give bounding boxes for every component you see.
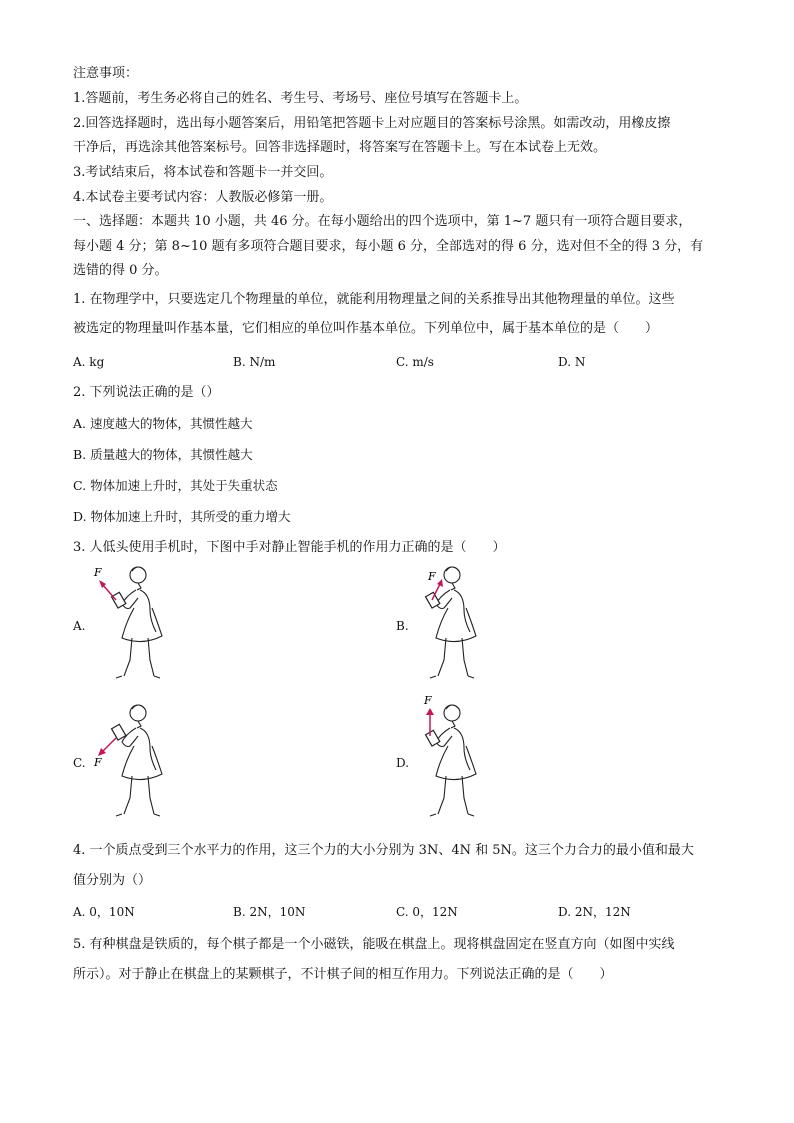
q2-stem: 2. 下列说法正确的是（） bbox=[73, 385, 220, 400]
q1-stem-line-1: 1. 在物理学中，只要选定几个物理量的单位，就能利用物理量之间的关系推导出其他物理量的单位。这些 bbox=[73, 292, 675, 307]
q4-option-a[interactable]: A. 0，10N bbox=[73, 905, 135, 919]
q3-option-d-label[interactable]: D. bbox=[396, 756, 410, 770]
q1-stem-line-2: 被选定的物理量叫作基本量，它们相应的单位叫作基本单位。下列单位中，属于基本单位的是（ ） bbox=[73, 321, 659, 336]
woman-figure bbox=[116, 567, 162, 678]
notice-title: 注意事项： bbox=[73, 66, 139, 81]
q4-stem-line-1: 4. 一个质点受到三个水平力的作用，这三个力的大小分别为 3N、4N 和 5N。这三个力合力的最小值和最大 bbox=[73, 843, 694, 858]
q2-option-d[interactable]: D. 物体加速上升时，其所受的重力增大 bbox=[73, 509, 291, 524]
force-label: F bbox=[424, 694, 432, 707]
notice-item-1: 1.答题前，考生务必将自己的姓名、考生号、考场号、座位号填写在答题卡上。 bbox=[73, 91, 528, 106]
force-arrow bbox=[102, 584, 116, 600]
notice-item-4: 4.本试卷主要考试内容：人教版必修第一册。 bbox=[73, 190, 333, 205]
notice-item-2: 2.回答选择题时，选出每小题答案后，用铅笔把答题卡上对应题目的答案标号涂黑。如需改动，用橡皮擦 bbox=[73, 116, 671, 131]
section-heading-line-2: 每小题 4 分；第 8~10 题有多项符合题目要求，每小题 6 分，全部选对的得 6 分，选对但不全的得 3 分，有 bbox=[73, 239, 704, 254]
q1-option-b[interactable]: B. N/m bbox=[233, 355, 276, 369]
woman-figure bbox=[430, 705, 476, 816]
q4-option-b[interactable]: B. 2N，10N bbox=[233, 905, 306, 919]
q3-option-c-label[interactable]: C. bbox=[73, 756, 86, 770]
q3-figure-a[interactable] bbox=[88, 562, 178, 688]
q3-figure-d[interactable] bbox=[402, 692, 492, 826]
woman-figure bbox=[116, 705, 162, 816]
notice-item-2-cont: 干净后，再选涂其他答案标号。回答非选择题时，将答案写在答题卡上。写在本试卷上无效。 bbox=[73, 140, 607, 155]
q5-stem-line-2: 所示）。对于静止在棋盘上的某颗棋子，不计棋子间的相互作用力。下列说法正确的是（ ） bbox=[73, 967, 613, 982]
q3-option-a-label[interactable]: A. bbox=[73, 619, 86, 633]
q3-figure-b[interactable] bbox=[402, 562, 492, 688]
q1-option-a[interactable]: A. kg bbox=[73, 355, 105, 369]
q1-option-d[interactable]: D. N bbox=[558, 355, 586, 369]
q4-stem-line-2: 值分别为（） bbox=[73, 873, 152, 888]
q2-option-a[interactable]: A. 速度越大的物体，其惯性越大 bbox=[73, 416, 253, 431]
force-arrow bbox=[102, 738, 116, 752]
force-arrowhead bbox=[426, 708, 434, 715]
q4-option-d[interactable]: D. 2N，12N bbox=[558, 905, 631, 919]
force-label: F bbox=[428, 570, 436, 583]
q3-option-b-label[interactable]: B. bbox=[396, 619, 409, 633]
force-label: F bbox=[94, 566, 102, 579]
q2-option-b[interactable]: B. 质量越大的物体，其惯性越大 bbox=[73, 447, 253, 462]
woman-figure bbox=[430, 567, 476, 678]
q2-option-c[interactable]: C. 物体加速上升时，其处于失重状态 bbox=[73, 478, 278, 493]
q4-option-c[interactable]: C. 0，12N bbox=[396, 905, 458, 919]
q3-figure-c[interactable] bbox=[88, 700, 178, 826]
section-heading-line-1: 一、选择题：本题共 10 小题，共 46 分。在每小题给出的四个选项中，第 1~7 题只有一项符合题目要求， bbox=[73, 214, 692, 229]
section-heading-line-3: 选错的得 0 分。 bbox=[73, 263, 168, 278]
force-label: F bbox=[94, 756, 102, 769]
notice-item-3: 3.考试结束后，将本试卷和答题卡一并交回。 bbox=[73, 165, 333, 180]
phone-icon bbox=[112, 724, 126, 740]
q1-option-c[interactable]: C. m/s bbox=[396, 355, 434, 369]
force-arrowhead bbox=[437, 579, 443, 587]
q3-stem: 3. 人低头使用手机时，下图中手对静止智能手机的作用力正确的是（ ） bbox=[73, 540, 506, 555]
q5-stem-line-1: 5. 有种棋盘是铁质的，每个棋子都是一个小磁铁，能吸在棋盘上。现将棋盘固定在竖直方向（如图中实线 bbox=[73, 937, 675, 952]
